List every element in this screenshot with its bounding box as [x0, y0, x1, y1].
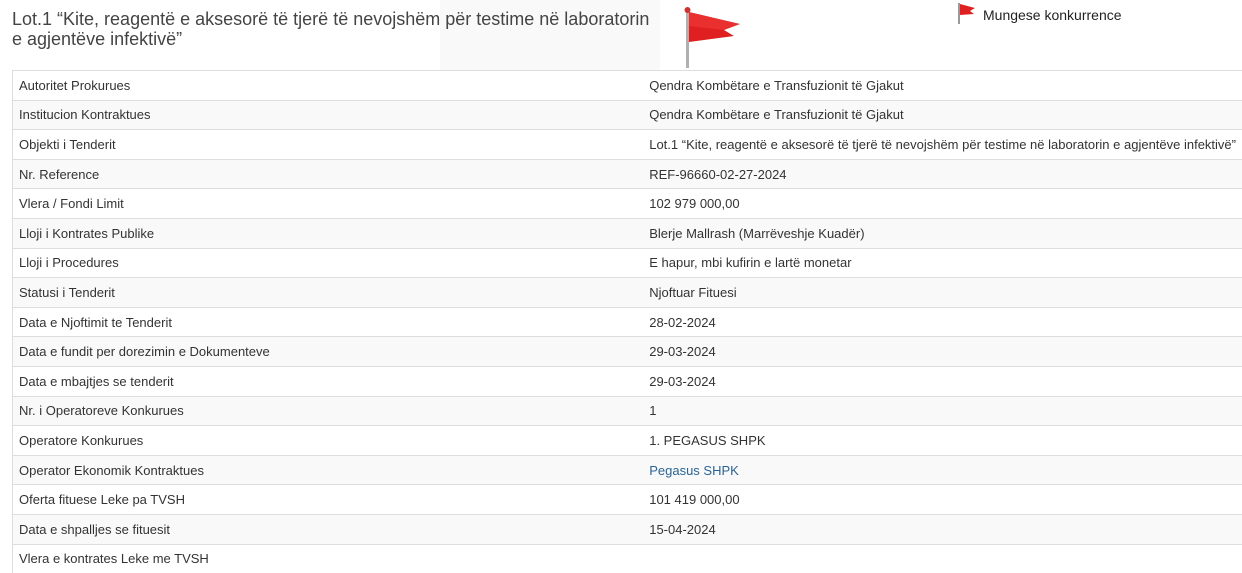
row-label: Institucion Kontraktues — [13, 100, 644, 130]
row-label: Operatore Konkurues — [13, 426, 644, 456]
row-value: 28-02-2024 — [643, 307, 1242, 337]
table-row — [13, 455, 1242, 485]
table-row — [13, 307, 1242, 337]
row-value: 29-03-2024 — [643, 337, 1242, 367]
row-value: REF-96660-02-27-2024 — [643, 159, 1242, 189]
row-label: Objekti i Tenderit — [13, 130, 644, 160]
row-value: Blerje Mallrash (Marrëveshje Kuadër) — [643, 218, 1242, 248]
table-row — [13, 100, 1242, 130]
red-flag-icon — [956, 2, 976, 24]
table-row — [13, 485, 1242, 515]
row-label: Lloji i Kontrates Publike — [13, 218, 644, 248]
row-label: Vlera / Fondi Limit — [13, 189, 644, 219]
row-label: Nr. Reference — [13, 159, 644, 189]
legend-label: Mungese konkurrence — [983, 7, 1122, 23]
table-row — [13, 544, 1242, 573]
row-label: Data e Njoftimit te Tenderit — [13, 307, 644, 337]
table-row — [13, 337, 1242, 367]
table-row — [13, 426, 1242, 456]
table-row — [13, 218, 1242, 248]
table-row — [13, 514, 1242, 544]
row-value: 102 979 000,00 — [643, 189, 1242, 219]
row-label: Data e shpalljes se fituesit — [13, 514, 644, 544]
row-value — [643, 544, 1242, 573]
table-row — [13, 71, 1242, 101]
tender-details-table — [12, 70, 1242, 573]
table-row — [13, 130, 1242, 160]
row-label: Lloji i Procedures — [13, 248, 644, 278]
table-row — [13, 189, 1242, 219]
contractor-link[interactable]: Pegasus SHPK — [649, 463, 739, 478]
row-value: 1. PEGASUS SHPK — [643, 426, 1242, 456]
row-label: Statusi i Tenderit — [13, 278, 644, 308]
row-value: Njoftuar Fituesi — [643, 278, 1242, 308]
row-label: Vlera e kontrates Leke me TVSH — [13, 544, 644, 573]
row-value: 101 419 000,00 — [643, 485, 1242, 515]
table-row — [13, 248, 1242, 278]
row-value: 29-03-2024 — [643, 366, 1242, 396]
row-label: Data e fundit per dorezimin e Dokumenteve — [13, 337, 644, 367]
table-row — [13, 366, 1242, 396]
row-value: 15-04-2024 — [643, 514, 1242, 544]
page-title: Lot.1 “Kite, reagentë e aksesorë të tjerë të nevojshëm për testime në laboratorin e agjentëve infektivë” — [12, 9, 662, 49]
red-flag-icon — [684, 6, 744, 68]
row-label: Oferta fituese Leke pa TVSH — [13, 485, 644, 515]
row-value: Qendra Kombëtare e Transfuzionit të Gjakut — [643, 100, 1242, 130]
table-row — [13, 159, 1242, 189]
row-value — [643, 455, 1242, 485]
table-row — [13, 396, 1242, 426]
row-value: Qendra Kombëtare e Transfuzionit të Gjakut — [643, 71, 1242, 101]
row-value: E hapur, mbi kufirin e lartë monetar — [643, 248, 1242, 278]
row-value: 1 — [643, 396, 1242, 426]
row-label: Autoritet Prokurues — [13, 71, 644, 101]
row-value: Lot.1 “Kite, reagentë e aksesorë të tjerë të nevojshëm për testime në laboratorin e agjentëve infektivë” — [643, 130, 1242, 160]
table-row — [13, 278, 1242, 308]
row-label: Nr. i Operatoreve Konkurues — [13, 396, 644, 426]
row-label: Data e mbajtjes se tenderit — [13, 366, 644, 396]
row-label: Operator Ekonomik Kontraktues — [13, 455, 644, 485]
